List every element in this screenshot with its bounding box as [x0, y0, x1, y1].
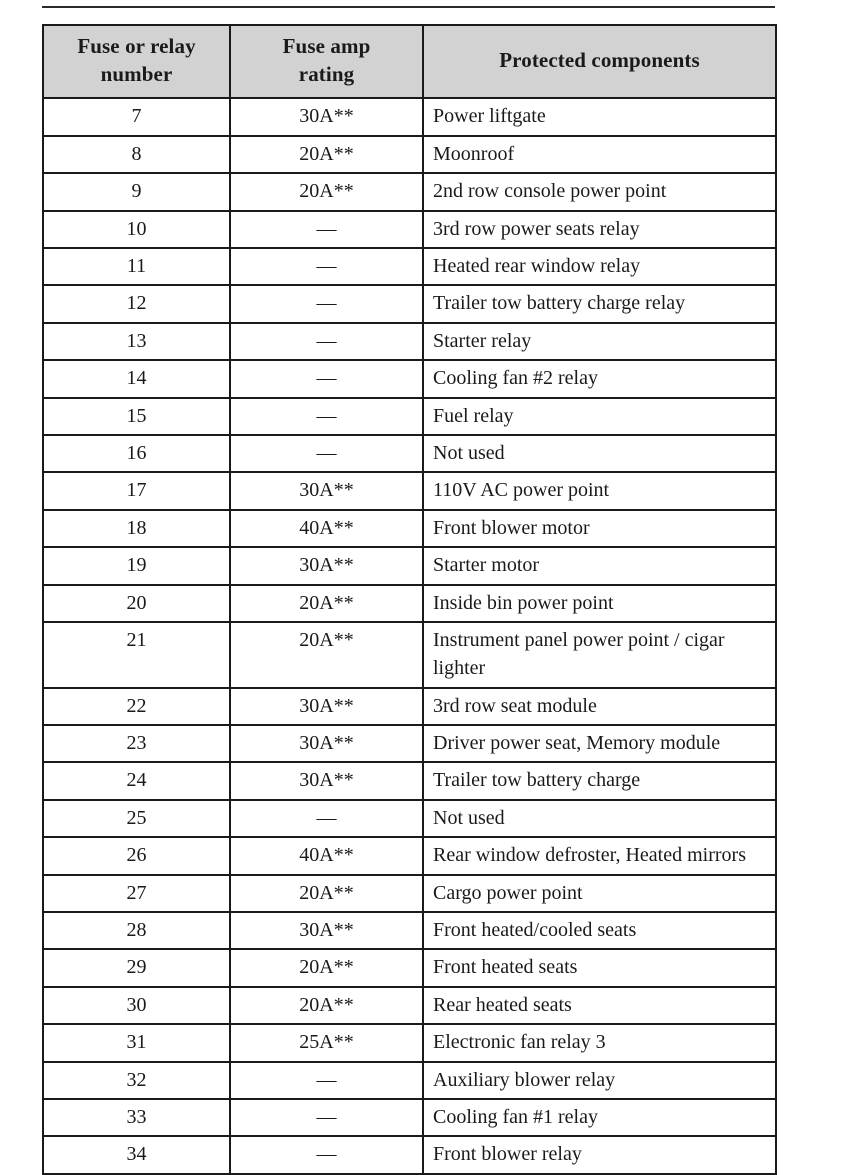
cell-fuse-amp-rating: —: [230, 1099, 423, 1136]
table-row: [43, 98, 776, 135]
cell-protected-components: Trailer tow battery charge relay: [423, 285, 776, 322]
cell-fuse-amp-rating: —: [230, 1136, 423, 1173]
table-row: [43, 136, 776, 173]
cell-fuse-amp-rating: 20A**: [230, 136, 423, 173]
table-row: [43, 912, 776, 949]
cell-fuse-amp-rating: 20A**: [230, 987, 423, 1024]
cell-fuse-amp-rating: 20A**: [230, 875, 423, 912]
cell-fuse-number: 20: [43, 585, 230, 622]
cell-fuse-number: 27: [43, 875, 230, 912]
cell-fuse-number: 26: [43, 837, 230, 874]
table-header-row: [43, 25, 776, 98]
cell-protected-components: Cooling fan #2 relay: [423, 360, 776, 397]
cell-fuse-number: 25: [43, 800, 230, 837]
cell-fuse-amp-rating: 30A**: [230, 472, 423, 509]
cell-fuse-amp-rating: —: [230, 360, 423, 397]
cell-fuse-amp-rating: 30A**: [230, 98, 423, 135]
table-row: [43, 688, 776, 725]
cell-fuse-amp-rating: 20A**: [230, 585, 423, 622]
cell-protected-components: Power liftgate: [423, 98, 776, 135]
cell-fuse-amp-rating: 20A**: [230, 173, 423, 210]
column-header-fuse-amp-rating: [230, 25, 423, 98]
table-row: [43, 875, 776, 912]
cell-protected-components: Cargo power point: [423, 875, 776, 912]
cell-protected-components: 3rd row power seats relay: [423, 211, 776, 248]
cell-fuse-number: 34: [43, 1136, 230, 1173]
cell-fuse-amp-rating: 30A**: [230, 547, 423, 584]
cell-fuse-number: 28: [43, 912, 230, 949]
column-header-fuse-number-line2: number: [100, 61, 173, 86]
cell-protected-components: Front blower motor: [423, 510, 776, 547]
cell-protected-components: 3rd row seat module: [423, 688, 776, 725]
table-row: [43, 949, 776, 986]
cell-fuse-amp-rating: —: [230, 248, 423, 285]
cell-fuse-number: 30: [43, 987, 230, 1024]
cell-protected-components: Front heated/cooled seats: [423, 912, 776, 949]
table-row: [43, 323, 776, 360]
cell-fuse-number: 13: [43, 323, 230, 360]
cell-fuse-amp-rating: —: [230, 211, 423, 248]
cell-fuse-number: 18: [43, 510, 230, 547]
cell-fuse-number: 19: [43, 547, 230, 584]
cell-protected-components: Rear heated seats: [423, 987, 776, 1024]
cell-protected-components: Not used: [423, 800, 776, 837]
table-row: [43, 725, 776, 762]
cell-protected-components: Cooling fan #1 relay: [423, 1099, 776, 1136]
cell-fuse-amp-rating: —: [230, 285, 423, 322]
cell-fuse-amp-rating: 25A**: [230, 1024, 423, 1061]
cell-fuse-number: 14: [43, 360, 230, 397]
cell-protected-components: Driver power seat, Memory module: [423, 725, 776, 762]
cell-fuse-number: 29: [43, 949, 230, 986]
cell-protected-components: Heated rear window relay: [423, 248, 776, 285]
table-row: [43, 1099, 776, 1136]
cell-fuse-amp-rating: —: [230, 1062, 423, 1099]
table-row: [43, 800, 776, 837]
cell-fuse-number: 32: [43, 1062, 230, 1099]
cell-protected-components: Moonroof: [423, 136, 776, 173]
table-header: [43, 25, 776, 98]
table-row: [43, 622, 776, 688]
cell-fuse-number: 23: [43, 725, 230, 762]
cell-protected-components: Trailer tow battery charge: [423, 762, 776, 799]
column-header-protected-components: [423, 25, 776, 98]
cell-fuse-number: 10: [43, 211, 230, 248]
cell-protected-components: Electronic fan relay 3: [423, 1024, 776, 1061]
cell-fuse-number: 24: [43, 762, 230, 799]
table-row: [43, 398, 776, 435]
cell-fuse-amp-rating: —: [230, 435, 423, 472]
cell-fuse-number: 31: [43, 1024, 230, 1061]
cell-fuse-amp-rating: 30A**: [230, 912, 423, 949]
table-row: [43, 585, 776, 622]
column-header-fuse-number-line1: Fuse or relay: [77, 34, 196, 58]
table-row: [43, 1062, 776, 1099]
cell-fuse-amp-rating: 40A**: [230, 837, 423, 874]
table-row: [43, 510, 776, 547]
cell-protected-components: Not used: [423, 435, 776, 472]
fuse-table-container: [42, 24, 775, 1175]
cell-fuse-number: 11: [43, 248, 230, 285]
cell-fuse-number: 33: [43, 1099, 230, 1136]
cell-fuse-amp-rating: 30A**: [230, 688, 423, 725]
table-row: [43, 547, 776, 584]
column-header-fuse-number: [43, 25, 230, 98]
top-horizontal-rule: [42, 6, 775, 8]
cell-fuse-number: 15: [43, 398, 230, 435]
table-row: [43, 837, 776, 874]
cell-fuse-number: 8: [43, 136, 230, 173]
table-row: [43, 762, 776, 799]
table-row: [43, 987, 776, 1024]
cell-fuse-amp-rating: 30A**: [230, 762, 423, 799]
cell-fuse-amp-rating: 40A**: [230, 510, 423, 547]
table-row: [43, 360, 776, 397]
cell-protected-components: Instrument panel power point / cigar lighter: [423, 622, 776, 688]
cell-fuse-amp-rating: —: [230, 800, 423, 837]
cell-protected-components: Starter motor: [423, 547, 776, 584]
cell-protected-components: Rear window defroster, Heated mirrors: [423, 837, 776, 874]
fuse-relay-table: [42, 24, 777, 1175]
column-header-fuse-amp-rating-line2: rating: [298, 61, 355, 86]
cell-fuse-number: 17: [43, 472, 230, 509]
cell-fuse-number: 9: [43, 173, 230, 210]
cell-fuse-number: 12: [43, 285, 230, 322]
cell-fuse-number: 7: [43, 98, 230, 135]
cell-protected-components: Front heated seats: [423, 949, 776, 986]
table-row: [43, 211, 776, 248]
table-row: [43, 173, 776, 210]
column-header-protected-components-label: Protected components: [499, 47, 700, 72]
cell-fuse-amp-rating: 20A**: [230, 622, 423, 688]
cell-protected-components: Auxiliary blower relay: [423, 1062, 776, 1099]
cell-fuse-number: 21: [43, 622, 230, 688]
cell-protected-components: Starter relay: [423, 323, 776, 360]
cell-protected-components: 110V AC power point: [423, 472, 776, 509]
table-row: [43, 248, 776, 285]
cell-fuse-amp-rating: —: [230, 398, 423, 435]
table-row: [43, 1136, 776, 1173]
cell-fuse-amp-rating: —: [230, 323, 423, 360]
cell-fuse-amp-rating: 30A**: [230, 725, 423, 762]
table-row: [43, 1024, 776, 1061]
table-body: [43, 98, 776, 1173]
cell-protected-components: Fuel relay: [423, 398, 776, 435]
cell-protected-components: Inside bin power point: [423, 585, 776, 622]
cell-fuse-number: 16: [43, 435, 230, 472]
cell-protected-components: 2nd row console power point: [423, 173, 776, 210]
cell-fuse-number: 22: [43, 688, 230, 725]
cell-fuse-amp-rating: 20A**: [230, 949, 423, 986]
table-row: [43, 285, 776, 322]
column-header-fuse-amp-rating-line1: Fuse amp: [282, 34, 371, 58]
table-row: [43, 435, 776, 472]
cell-protected-components: Front blower relay: [423, 1136, 776, 1173]
table-row: [43, 472, 776, 509]
